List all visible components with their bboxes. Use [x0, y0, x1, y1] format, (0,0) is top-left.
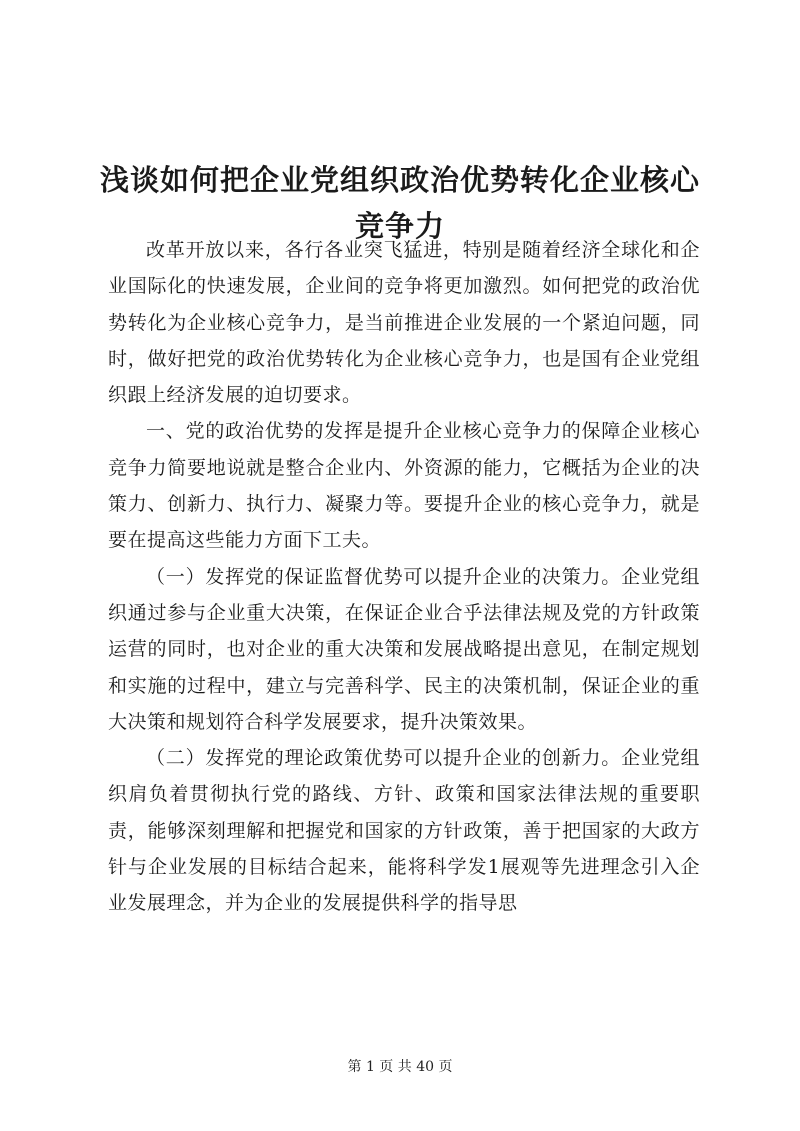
paragraph-subsection-2: （二）发挥党的理论政策优势可以提升企业的创新力。企业党组织肩负着贯彻执行党的路线、方针、政策和国家法律法规的重要职责，能够深刻理解和把握党和国家的方针政策，善于把国家的大政方针与企业发展的目标结合起来，能将科学发1展观等先进理念引入企业发展理念，并为企业的发展提供科学的指导思	[108, 747, 700, 915]
paragraph-subsection-1: （一）发挥党的保证监督优势可以提升企业的决策力。企业党组织通过参与企业重大决策，在保证企业合乎法律法规及党的方针政策运营的同时，也对企业的重大决策和发展战略提出意见，在制定规划和实施的过程中，建立与完善科学、民主的决策机制，保证企业的重大决策和规划符合科学发展要求，提升决策效果。	[108, 565, 700, 733]
paragraph-section-1: 一、党的政治优势的发挥是提升企业核心竞争力的保障企业核心竞争力简要地说就是整合企业内、外资源的能力，它概括为企业的决策力、创新力、执行力、凝聚力等。要提升企业的核心竞争力，就是要在提高这些能力方面下工夫。	[108, 420, 700, 552]
document-title: 浅谈如何把企业党组织政治优势转化企业核心竞争力	[100, 163, 701, 244]
page-footer: 第 1 页 共 40 页	[347, 1059, 453, 1075]
paragraph-intro: 改革开放以来，各行各业突飞猛进，特别是随着经济全球化和企业国际化的快速发展，企业间的竞争将更加激烈。如何把党的政治优势转化为企业核心竞争力，是当前推进企业发展的一个紧迫问题，同时，做好把党的政治优势转化为企业核心竞争力，也是国有企业党组织跟上经济发展的迫切要求。	[108, 239, 700, 407]
document-body	[108, 232, 700, 922]
